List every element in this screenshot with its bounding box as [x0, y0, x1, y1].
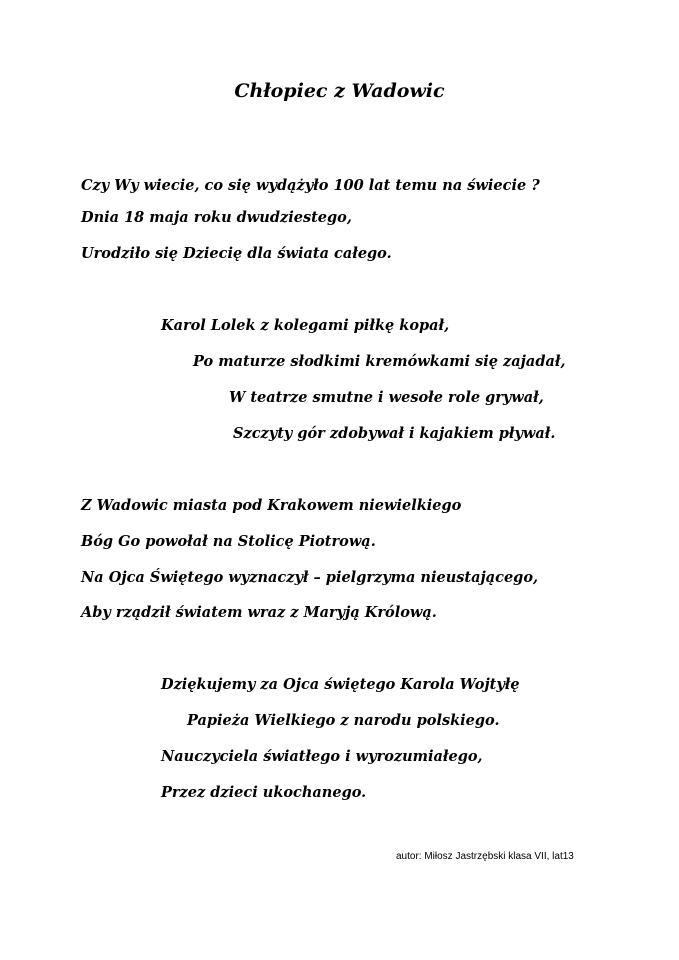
author-credit: autor: Miłosz Jastrzębski klasa VII, lat13	[396, 851, 574, 862]
poem-line: Bóg Go powołał na Stolicę Piotrową.	[81, 533, 376, 550]
poem-line: Papieża Wielkiego z narodu polskiego.	[187, 712, 500, 729]
poem-line: Z Wadowic miasta pod Krakowem niewielkiego	[81, 497, 462, 514]
poem-line: Urodziło się Dziecię dla świata całego.	[81, 245, 392, 262]
poem-line: Po maturze słodkimi kremówkami się zajadał,	[193, 353, 566, 370]
poem-line: Aby rządził światem wraz z Maryją Królową.	[81, 604, 437, 621]
poem-line: Czy Wy wiecie, co się wydążyło 100 lat temu na świecie ?	[81, 177, 540, 194]
poem-line: Szczyty gór zdobywał i kajakiem pływał.	[233, 425, 556, 442]
poem-line: W teatrze smutne i wesołe role grywał,	[229, 389, 544, 406]
poem-title: Chłopiec z Wadowic	[234, 80, 445, 102]
poem-line: Dziękujemy za Ojca świętego Karola Wojtyłę	[161, 676, 520, 693]
poem-line: Nauczyciela światłego i wyrozumiałego,	[161, 748, 483, 765]
poem-line: Przez dzieci ukochanego.	[161, 784, 367, 801]
poem-line: Karol Lolek z kolegami piłkę kopał,	[161, 317, 450, 334]
poem-line: Dnia 18 maja roku dwudziestego,	[81, 209, 352, 226]
poem-line: Na Ojca Świętego wyznaczył – pielgrzyma nieustającego,	[81, 569, 539, 586]
